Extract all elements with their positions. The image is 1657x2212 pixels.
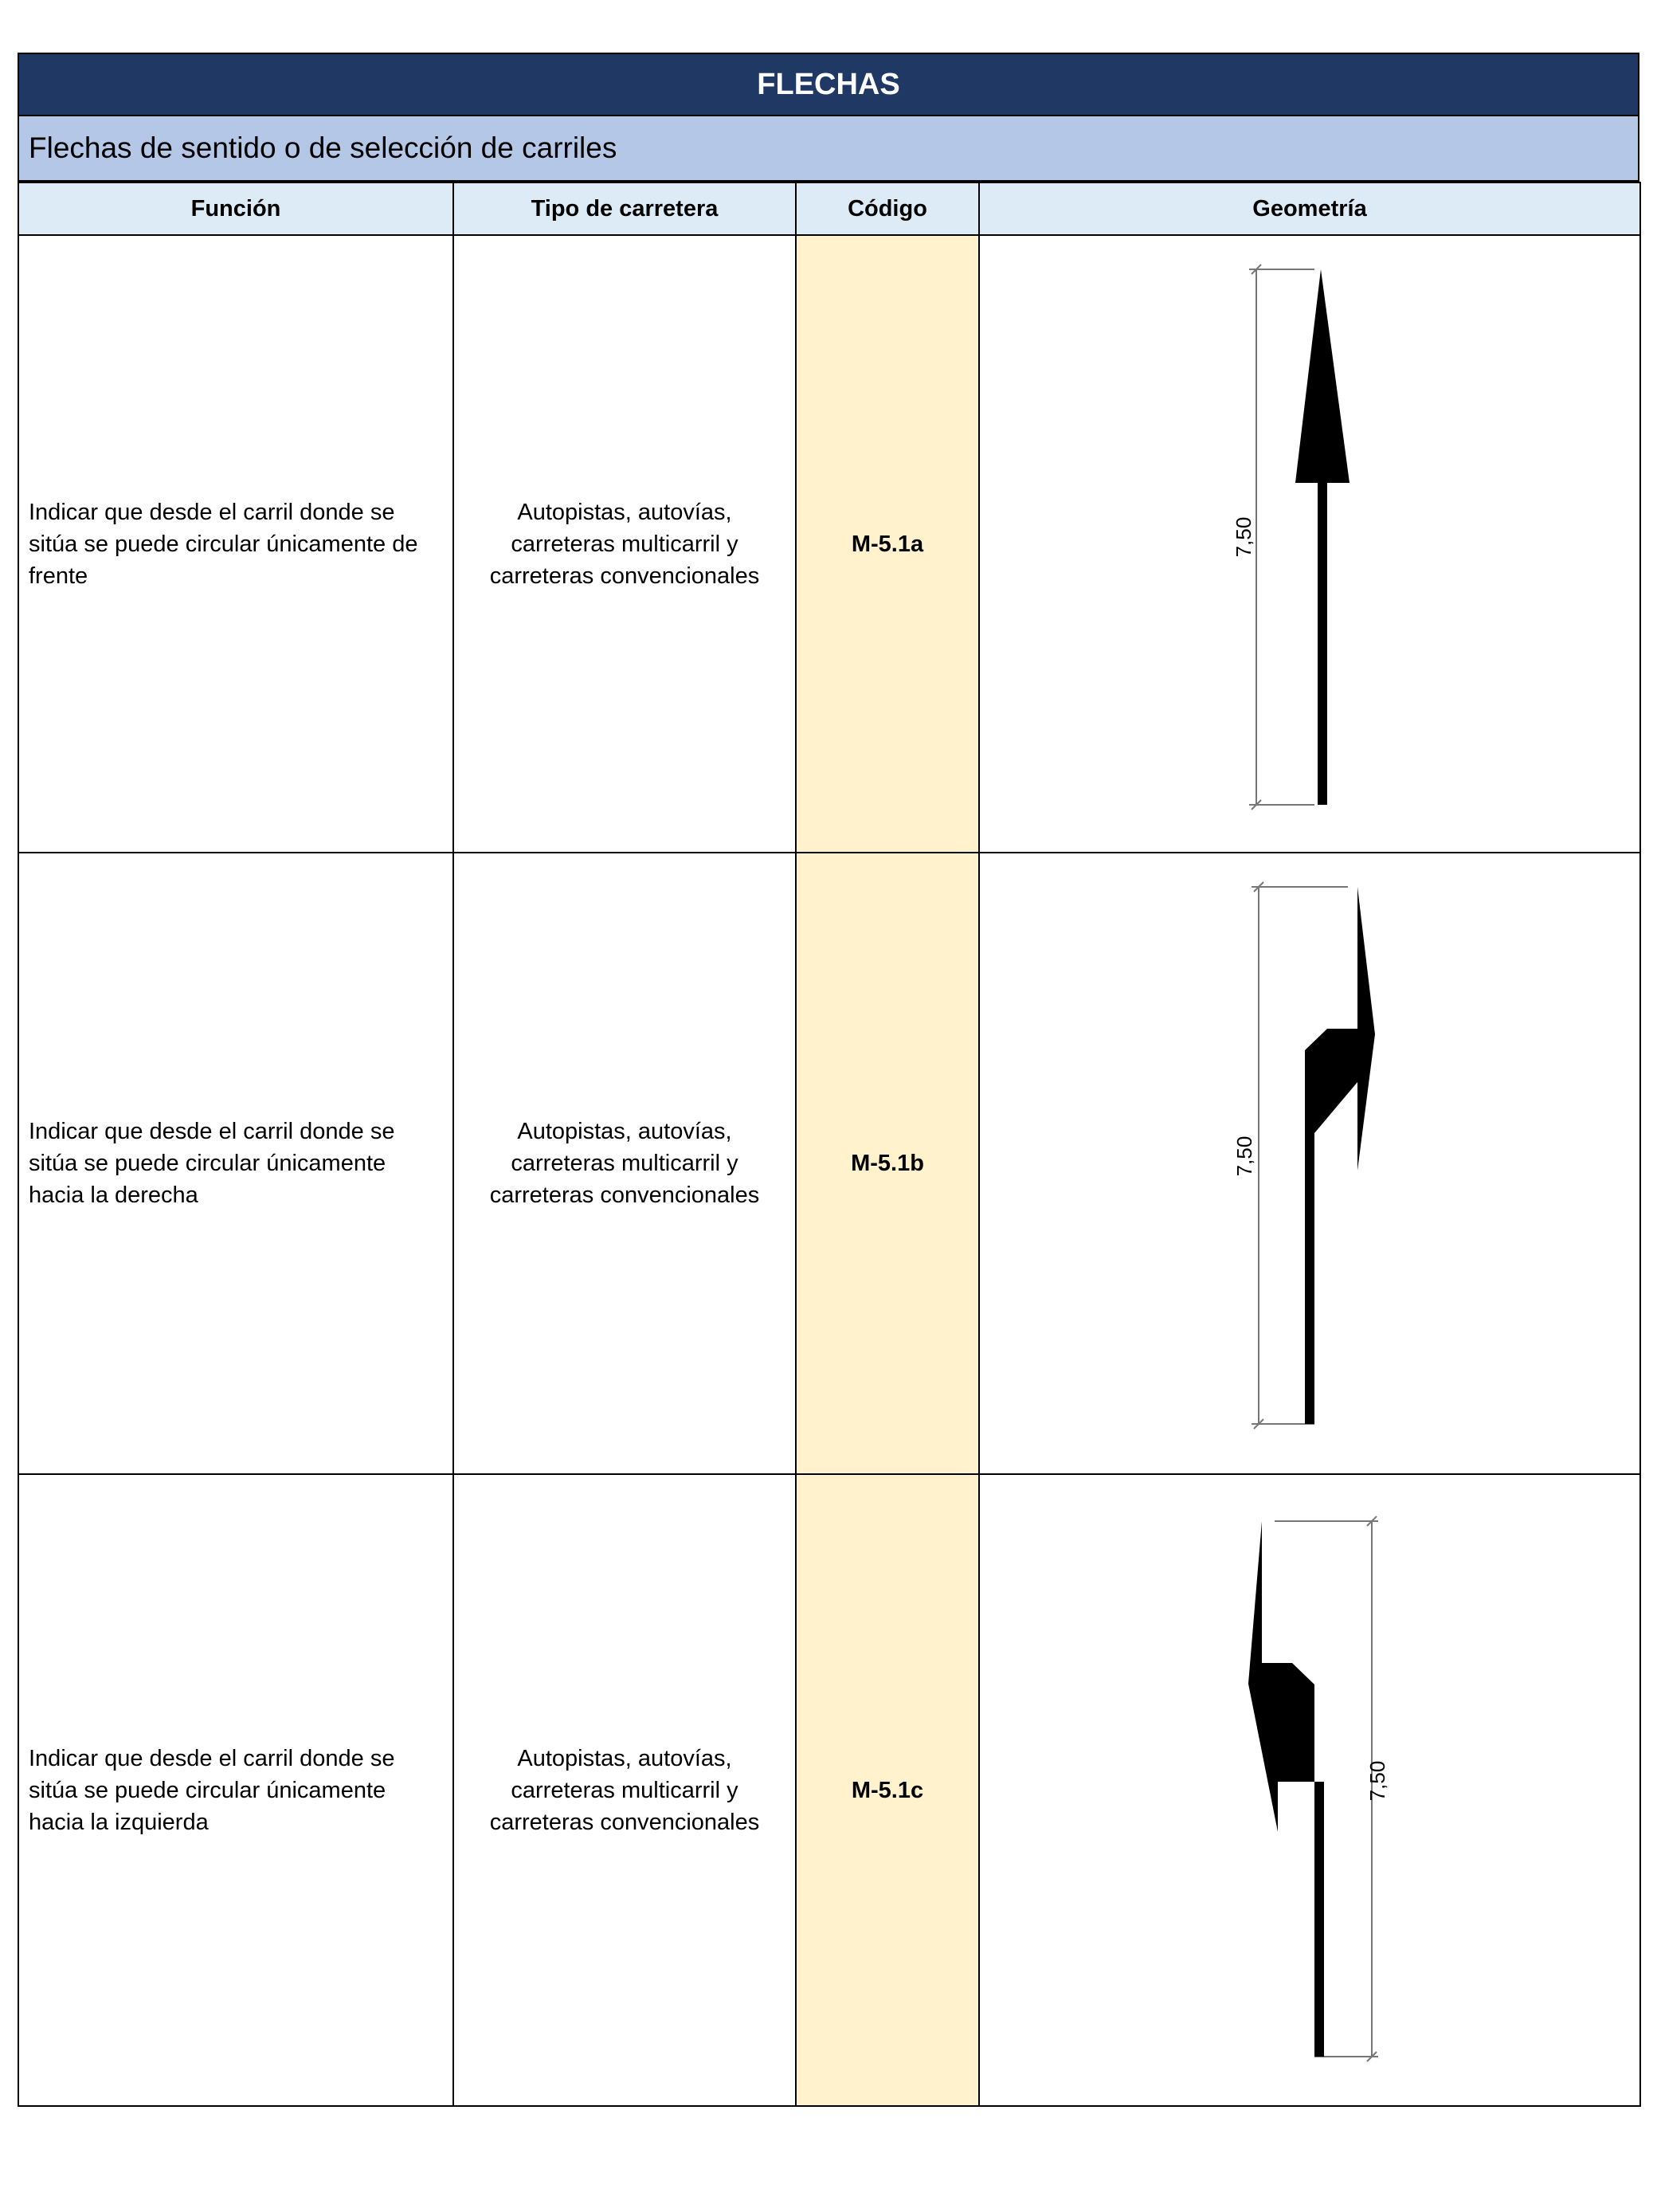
dimension-label: 7,50	[1232, 516, 1255, 558]
row-tipo-carretera: Autopistas, autovías, carreteras multicarril y carreteras convencionales	[453, 1474, 796, 2106]
row-tipo-carretera: Autopistas, autovías, carreteras multicarril y carreteras convencionales	[453, 853, 796, 1474]
dimension-label: 7,50	[1365, 1760, 1389, 1802]
arrow-right-icon	[980, 853, 1638, 1473]
arrows-table	[18, 182, 1641, 2107]
sheet-subtitle: Flechas de sentido o de selección de carriles	[18, 116, 1639, 182]
arrow-straight-icon	[980, 236, 1638, 852]
row-geometria	[979, 235, 1640, 853]
table-header-row	[18, 182, 1640, 235]
header-tipo-carretera: Tipo de carretera	[453, 182, 796, 235]
row-codigo: M-5.1c	[796, 1474, 979, 2106]
table-row	[18, 853, 1640, 1474]
sheet-title: FLECHAS	[18, 53, 1639, 116]
table-row	[18, 235, 1640, 853]
header-geometria: Geometría	[979, 182, 1640, 235]
dimension-label: 7,50	[1232, 1135, 1256, 1177]
row-geometria	[979, 1474, 1640, 2106]
row-geometria	[979, 853, 1640, 1474]
header-codigo: Código	[796, 182, 979, 235]
row-tipo-carretera: Autopistas, autovías, carreteras multicarril y carreteras convencionales	[453, 235, 796, 853]
row-codigo: M-5.1b	[796, 853, 979, 1474]
row-funcion: Indicar que desde el carril donde se sitúa se puede circular únicamente hacia la derecha	[18, 853, 453, 1474]
row-funcion: Indicar que desde el carril donde se sitúa se puede circular únicamente hacia la izquierda	[18, 1474, 453, 2106]
header-funcion: Función	[18, 182, 453, 235]
arrow-left-icon	[980, 1475, 1638, 2105]
table-row	[18, 1474, 1640, 2106]
row-funcion: Indicar que desde el carril donde se sitúa se puede circular únicamente de frente	[18, 235, 453, 853]
row-codigo: M-5.1a	[796, 235, 979, 853]
flechas-sheet	[18, 53, 1639, 2107]
